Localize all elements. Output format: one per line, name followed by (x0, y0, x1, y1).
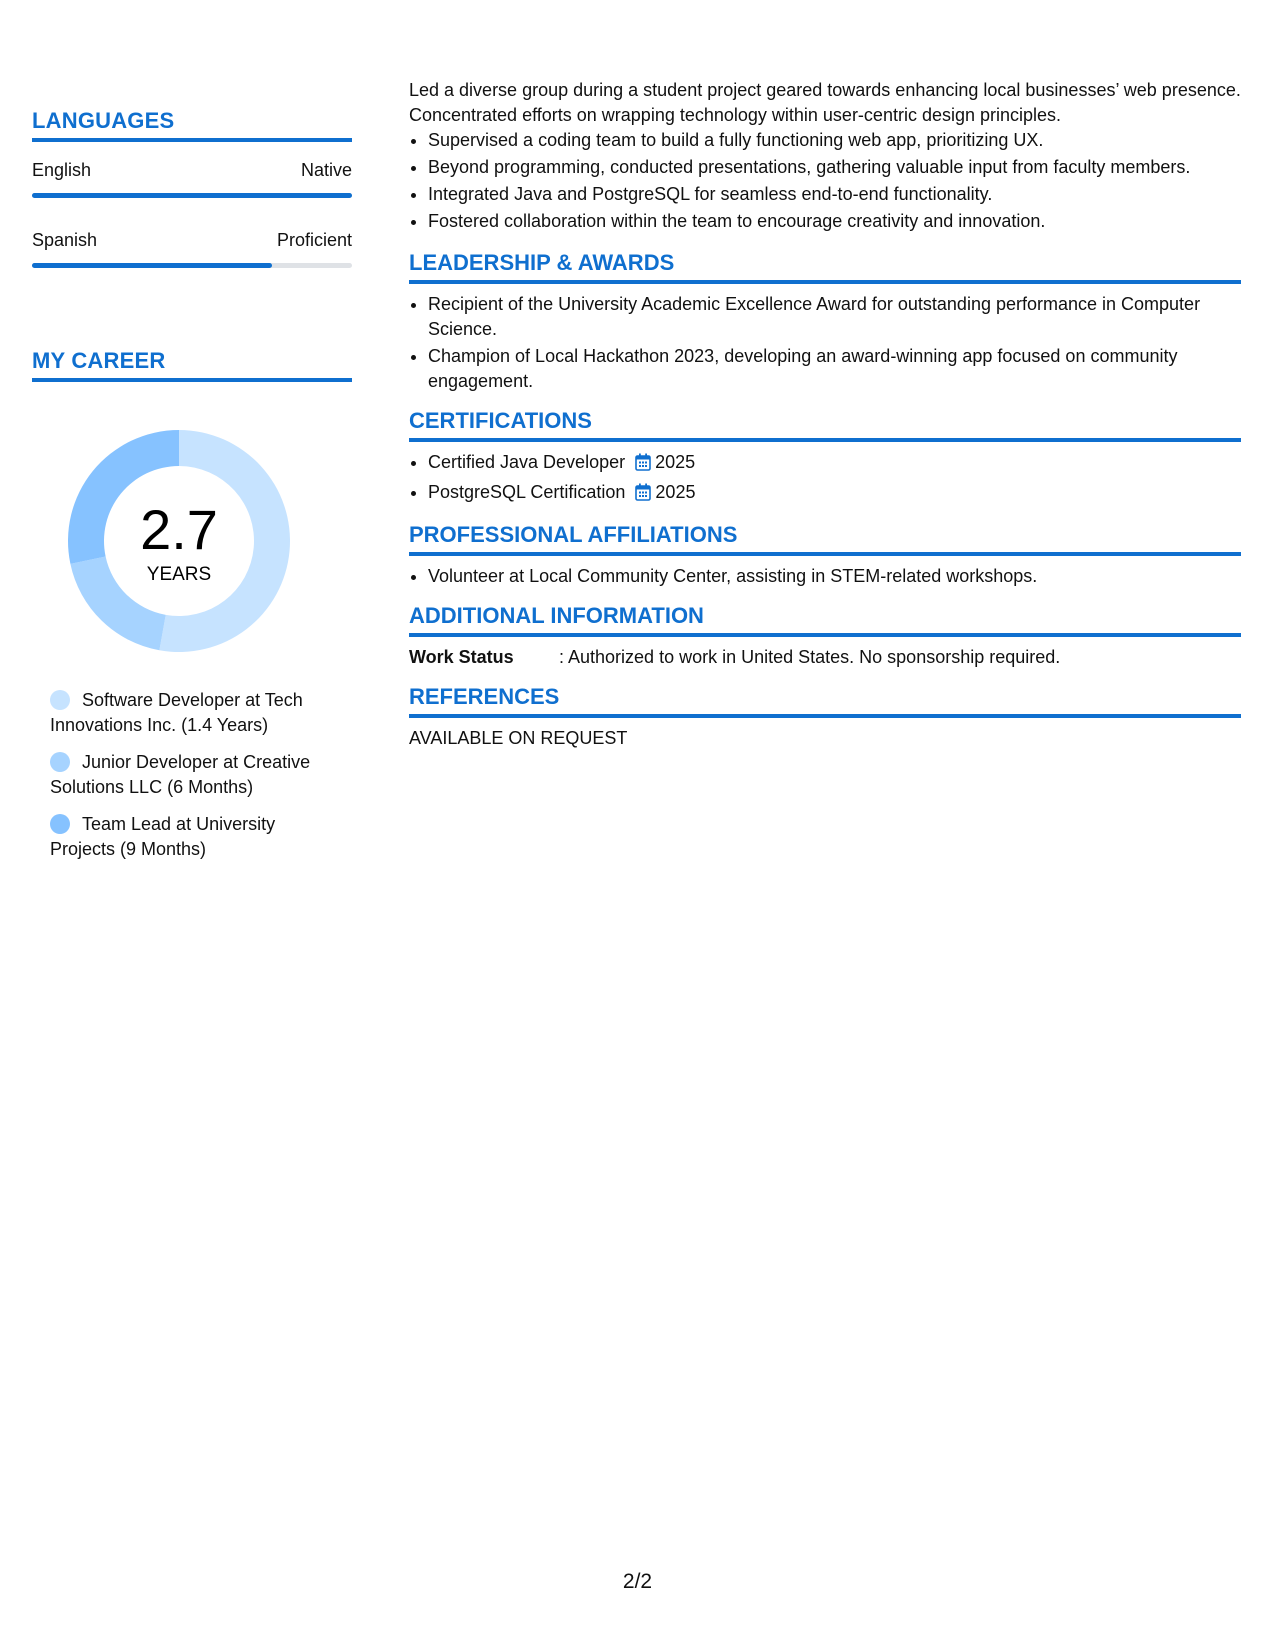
certification-year: 2025 (655, 482, 696, 502)
legend-dot (50, 752, 70, 772)
leadership-bullets (409, 292, 1241, 394)
additional-section (409, 603, 1241, 670)
career-total-unit: YEARS (146, 564, 212, 585)
career-total-value: 2.7 (140, 498, 218, 561)
references-title: REFERENCES (409, 684, 1241, 718)
legend-dot (50, 814, 70, 834)
list-item: • Recipient of the University Academic Excellence Award for outstanding performance in Computer Science. (428, 292, 1241, 342)
certification-item (428, 450, 1241, 478)
certification-name: PostgreSQL Certification (428, 482, 626, 502)
career-donut-chart (66, 428, 292, 654)
languages-section (32, 108, 352, 268)
affiliations-title: PROFESSIONAL AFFILIATIONS (409, 522, 1241, 556)
page-number: 2/2 (622, 1570, 653, 1593)
language-level: Native (300, 160, 352, 180)
list-item: • Beyond programming, conducted presentations, gathering valuable input from faculty members. (428, 155, 1241, 180)
legend-label: Software Developer at Tech Innovations Inc. (1.4 Years) (50, 690, 303, 735)
certification-item (428, 480, 1241, 508)
language-level: Proficient (276, 230, 352, 250)
right-column (409, 78, 1241, 751)
project-bullets (409, 128, 1241, 234)
certification-year: 2025 (655, 452, 696, 472)
leadership-section (409, 250, 1241, 394)
language-name: Spanish (32, 230, 98, 250)
certifications-title: CERTIFICATIONS (409, 408, 1241, 442)
certifications-list (409, 450, 1241, 508)
calendar-icon (635, 483, 651, 508)
language-bar-track (32, 263, 352, 268)
career-legend (50, 688, 340, 874)
legend-label: Junior Developer at Creative Solutions LLC (6 Months) (50, 752, 311, 797)
list-item: • Champion of Local Hackathon 2023, developing an award-winning app focused on community engagement. (428, 344, 1241, 394)
list-item: • Volunteer at Local Community Center, assisting in STEM-related workshops. (428, 564, 1241, 589)
work-status-label: Work Status (409, 647, 514, 667)
additional-title: ADDITIONAL INFORMATION (409, 603, 1241, 637)
language-bar-fill (32, 193, 352, 198)
list-item: • Fostered collaboration within the team to encourage creativity and innovation. (428, 209, 1241, 234)
project-section (409, 78, 1241, 234)
languages-title: LANGUAGES (32, 108, 352, 142)
list-item: • Integrated Java and PostgreSQL for seamless end-to-end functionality. (428, 182, 1241, 207)
language-bar-track (32, 193, 352, 198)
calendar-icon (635, 453, 651, 478)
legend-item (50, 750, 340, 800)
affiliations-bullets (409, 564, 1241, 589)
legend-item (50, 688, 340, 738)
references-text: AVAILABLE ON REQUEST (409, 728, 628, 748)
career-title: MY CAREER (32, 348, 352, 382)
affiliations-section (409, 522, 1241, 589)
legend-item (50, 812, 340, 862)
language-bar-fill (32, 263, 272, 268)
list-item: • Supervised a coding team to build a fully functioning web app, prioritizing UX. (428, 128, 1241, 153)
career-section (32, 348, 352, 382)
certification-name: Certified Java Developer (428, 452, 626, 472)
legend-label: Team Lead at University Projects (9 Months) (50, 814, 276, 859)
language-item-spanish (32, 230, 352, 268)
language-item-english (32, 160, 352, 198)
project-description: Led a diverse group during a student project geared towards enhancing local businesses’ web presence. Concentrated efforts on wrapping technology within user-centric design principles. (409, 80, 1241, 125)
work-status-row (409, 645, 1241, 670)
certifications-section (409, 408, 1241, 508)
references-section (409, 684, 1241, 751)
language-name: English (32, 160, 92, 180)
work-status-value: : Authorized to work in United States. No sponsorship required. (559, 647, 1061, 667)
leadership-title: LEADERSHIP & AWARDS (409, 250, 1241, 284)
legend-dot (50, 690, 70, 710)
